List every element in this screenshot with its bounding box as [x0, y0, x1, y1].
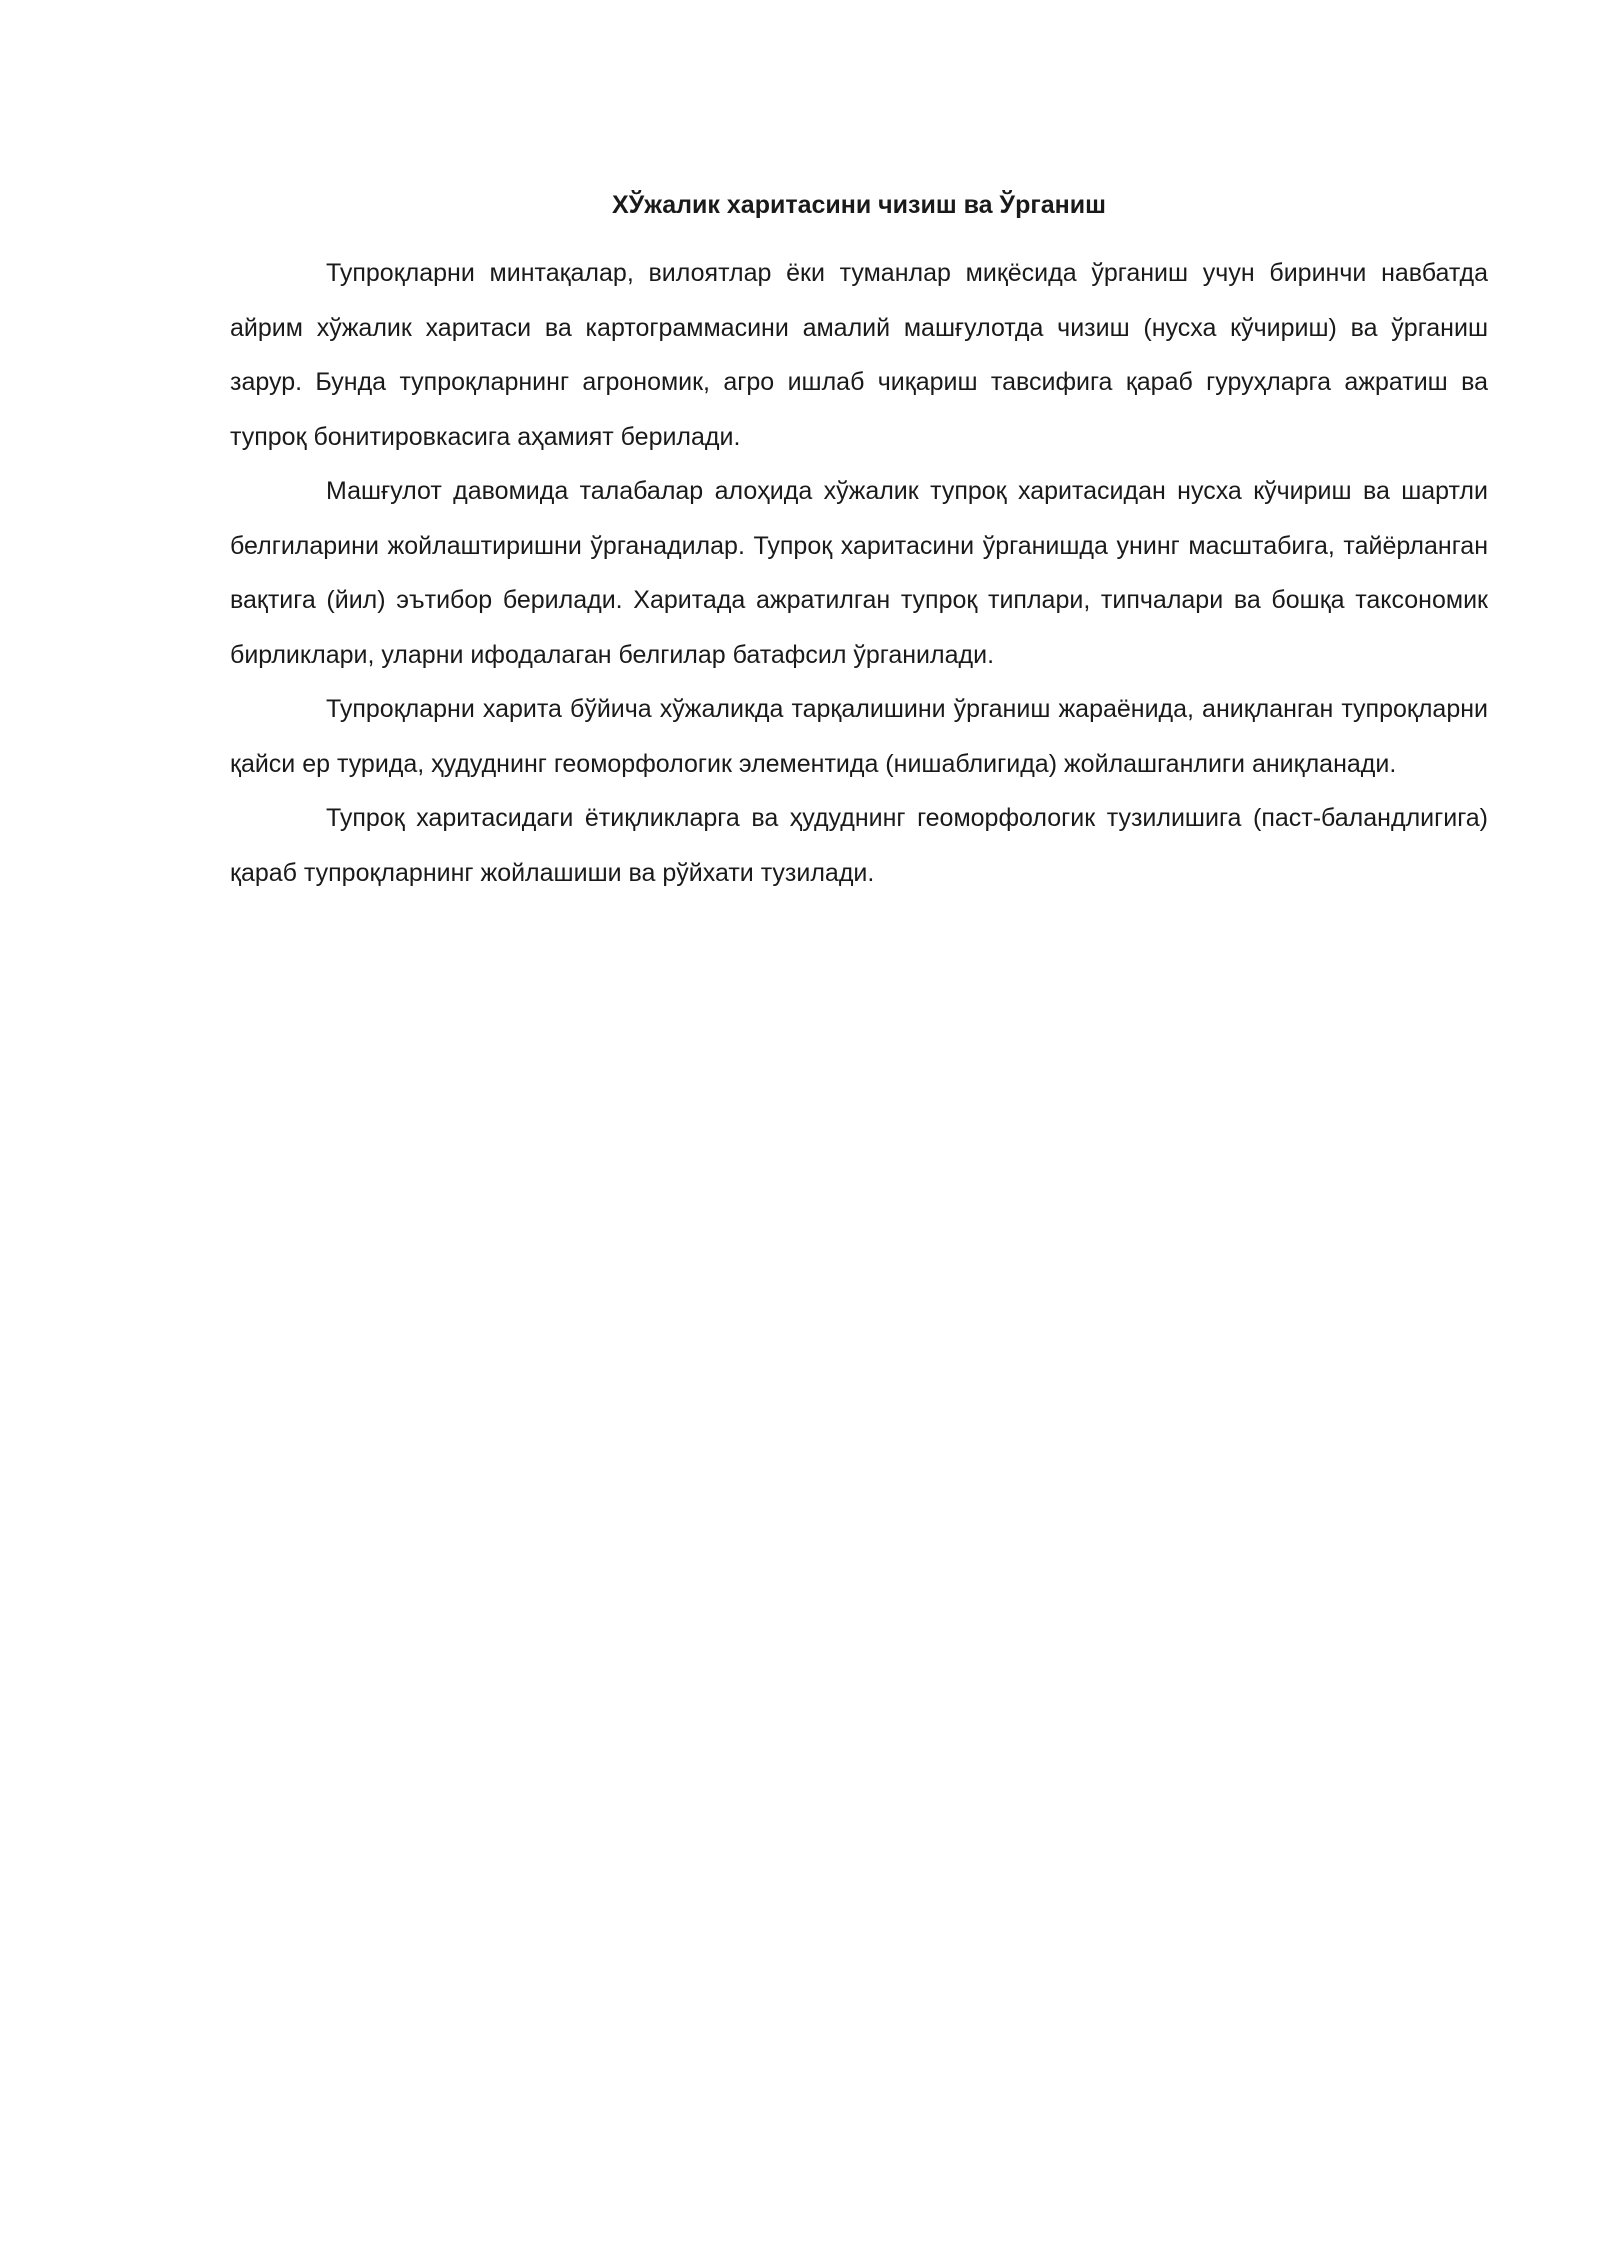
document-body [230, 246, 1488, 900]
document-title: ХЎжалик харитасини чизиш ва Ўрганиш [612, 191, 1106, 219]
paragraph-1: Тупроқларни минтақалар, вилоятлар ёки туманлар миқёсида ўрганиш учун биринчи навбатда айрим хўжалик харитаси ва картограммасини амалий машғулотда чизиш (нусха кўчириш) ва ўрганиш зарур. Бунда тупроқларнинг агрономик, агро ишлаб чиқариш тавсифига қараб гуруҳларга ажратиш ва тупроқ бонитировкасига аҳамият берилади. [230, 259, 1488, 451]
paragraph-4: Тупроқ харитасидаги ётиқликларга ва ҳудуднинг геоморфологик тузилишига (паст-баландлигига) қараб тупроқларнинг жойлашиши ва рўйхати тузилади. [230, 804, 1488, 887]
paragraph-2: Машғулот давомида талабалар алоҳида хўжалик тупроқ харитасидан нусха кўчириш ва шартли белгиларини жойлаштиришни ўрганадилар. Тупроқ харитасини ўрганишда унинг масштабига, тайёрланган вақтига (йил) эътибор берилади. Харитада ажратилган тупроқ типлари, типчалари ва бошқа таксономик бирликлари, уларни ифодалаган белгилар батафсил ўрганилади. [230, 477, 1488, 669]
paragraph-3: Тупроқларни харита бўйича хўжаликда тарқалишини ўрганиш жараёнида, аниқланган тупроқларни қайси ер турида, ҳудуднинг геоморфологик элементида (нишаблигида) жойлашганлиги аниқланади. [230, 695, 1488, 778]
